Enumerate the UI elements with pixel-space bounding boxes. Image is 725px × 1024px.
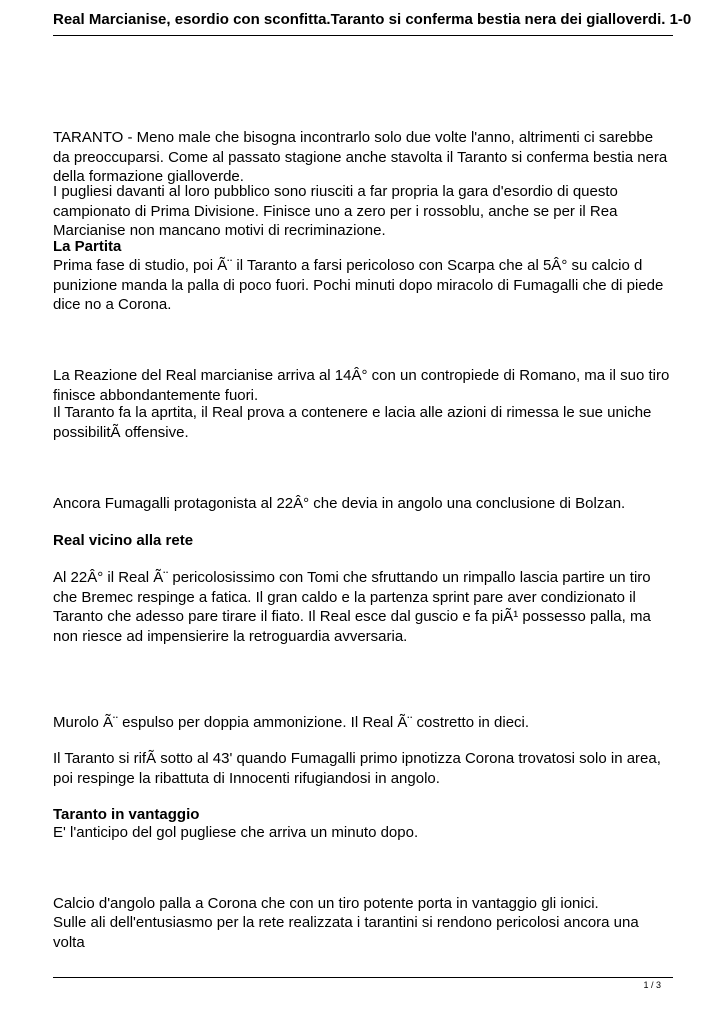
section-heading-la-partita: La Partita <box>53 238 122 255</box>
paragraph-fumagalli-save: Ancora Fumagalli protagonista al 22Â° che devia in angolo una conclusione di Bolzan. <box>53 495 626 512</box>
header-divider <box>53 35 673 36</box>
paragraph-taranto-play: Il Taranto fa la aprtita, il Real prova a contenere e lacia alle azioni di rimessa le sue uniche possibilitÃ offensive. <box>53 404 652 441</box>
footer-divider <box>53 977 673 978</box>
paragraph-expulsion: Murolo Ã¨ espulso per doppia ammonizione. Il Real Ã¨ costretto in dieci. <box>53 714 530 731</box>
paragraph-taranto-chance: Il Taranto si rifÃ sotto al 43' quando Fumagalli primo ipnotizza Corona trovatosi solo in area, poi respinge la ribattuta di Innocenti rifugiandosi in angolo. <box>53 750 661 787</box>
paragraph-reaction: La Reazione del Real marcianise arriva al 14Â° con un contropiede di Romano, ma il suo tiro finisce abbondantemente fuori. <box>53 367 670 404</box>
paragraph-goal: Calcio d'angolo palla a Corona che con un tiro potente porta in vantaggio gli ionici. <box>53 895 599 912</box>
paragraph-real-danger: Al 22Â° il Real Ã¨ pericolosissimo con Tomi che sfruttando un rimpallo lascia partire un tiro che Bremec respinge a fatica. Il gran caldo e la partenza sprint pare aver condizionato il Taranto che adesso pare tirare il fiato. Il Real esce dal guscio e fa piÃ¹ possesso palla, ma non riesce ad impensierire la retroguardia avversaria. <box>53 569 651 645</box>
section-heading-taranto-vantaggio: Taranto in vantaggio <box>53 806 200 823</box>
page-number: 1 / 3 <box>643 980 661 990</box>
paragraph-summary: I pugliesi davanti al loro pubblico sono riusciti a far propria la gara d'esordio di questo campionato di Prima Divisione. Finisce uno a zero per i rossoblu, anche se per il Rea Marcianise non mancano motivi di recriminazione. <box>53 183 618 239</box>
paragraph-intro: TARANTO - Meno male che bisogna incontrarlo solo due volte l'anno, altrimenti ci sarebbe da preoccuparsi. Come al passato stagione anche stavolta il Taranto si conferma bestia nera della formazione gialloverde. <box>53 129 668 185</box>
section-heading-real-vicino: Real vicino alla rete <box>53 532 194 549</box>
paragraph-enthusiasm: Sulle ali dell'entusiasmo per la rete realizzata i tarantini si rendono pericolosi ancora una volta <box>53 914 639 951</box>
page-title: Real Marcianise, esordio con sconfitta.Taranto si conferma bestia nera dei gialloverdi. 1-0 <box>53 11 692 28</box>
paragraph-first-phase: Prima fase di studio, poi Ã¨ il Taranto a farsi pericoloso con Scarpa che al 5Â° su calcio d punizione manda la palla di poco fuori. Pochi minuti dopo miracolo di Fumagalli che di piede dice no a Corona. <box>53 257 664 313</box>
paragraph-goal-prelude: E' l'anticipo del gol pugliese che arriva un minuto dopo. <box>53 824 419 841</box>
